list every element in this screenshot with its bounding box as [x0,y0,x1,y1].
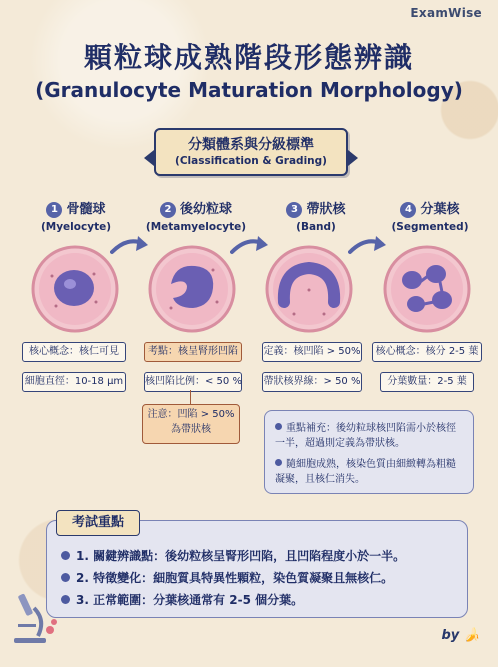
stage-number: 1 [46,202,62,218]
bullet-icon [61,551,70,560]
stage-name: 骨髓球 [66,202,106,217]
exam-point: 2. 特徵變化：細胞質具特異性顆粒，染色質凝聚且無核仁。 [61,569,393,586]
stage-name: 帶狀核 [306,202,346,217]
exam-point: 1. 關鍵辨識點：後幼粒核呈腎形凹陷，且凹陷程度小於一半。 [61,547,405,564]
stage-english: (Band) [296,221,336,233]
stage-number: 4 [400,202,416,218]
banner-subtitle: (Classification & Grading) [175,155,327,167]
supplement-box [264,410,474,494]
metamyelocyte-cell-illustration [147,244,237,334]
metamyelocyte-keypoint-tag: 考點：核呈腎形凹陷 [144,342,242,362]
brand-logo: ExamWise [410,6,482,20]
section-banner [154,128,348,176]
myelocyte-concept-tag: 核心概念：核仁可見 [22,342,126,362]
bullet-icon [275,459,282,466]
page-subtitle: (Granulocyte Maturation Morphology) [35,78,463,102]
metamyelocyte-warning-note: 注意：凹陷 > 50% 為帶狀核 [142,404,240,444]
stage-name: 後幼粒球 [179,202,232,217]
band-border-tag: 帶狀核界線：> 50 % [262,372,362,392]
segmented-cell-illustration [382,244,472,334]
author-signature: by 🍌 [441,628,480,643]
exam-heading: 考試重點 [56,510,140,536]
bullet-icon [275,423,282,430]
supplement-item: 隨細胞成熟，核染色質由細緻轉為粗糙凝聚，且核仁消失。 [275,459,456,485]
stage-myelocyte [16,198,136,233]
stage-number: 2 [160,202,176,218]
segmented-concept-tag: 核心概念：核分 2-5 葉 [372,342,482,362]
stage-english: (Segmented) [391,221,469,233]
stage-name: 分葉核 [420,202,460,217]
band-cell-illustration [264,244,354,334]
segmented-count-tag: 分葉數量：2-5 葉 [380,372,474,392]
myelocyte-size-tag: 細胞直徑：10-18 μm [22,372,126,392]
connector-line [190,390,191,404]
stage-english: (Myelocyte) [40,221,112,233]
myelocyte-cell-illustration [30,244,120,334]
page-title: 顆粒球成熟階段形態辨識 [83,41,414,74]
stage-segmented [370,198,490,233]
stage-band [256,198,376,233]
stage-english: (Metamyelocyte) [145,221,247,233]
banner-title: 分類體系與分級標準 [188,137,314,153]
supplement-item: 重點補充：後幼粒球核凹陷需小於核徑一半，超過則定義為帶狀核。 [275,423,456,449]
stage-metamyelocyte [136,198,256,233]
band-definition-tag: 定義：核凹陷 > 50% [262,342,362,362]
bullet-icon [61,595,70,604]
stage-number: 3 [286,202,302,218]
bullet-icon [61,573,70,582]
banana-icon: 🍌 [463,628,480,643]
metamyelocyte-ratio-tag: 核凹陷比例：< 50 % [144,372,242,392]
exam-point: 3. 正常範圍：分葉核通常有 2-5 個分葉。 [61,591,303,608]
microscope-icon [8,586,58,646]
